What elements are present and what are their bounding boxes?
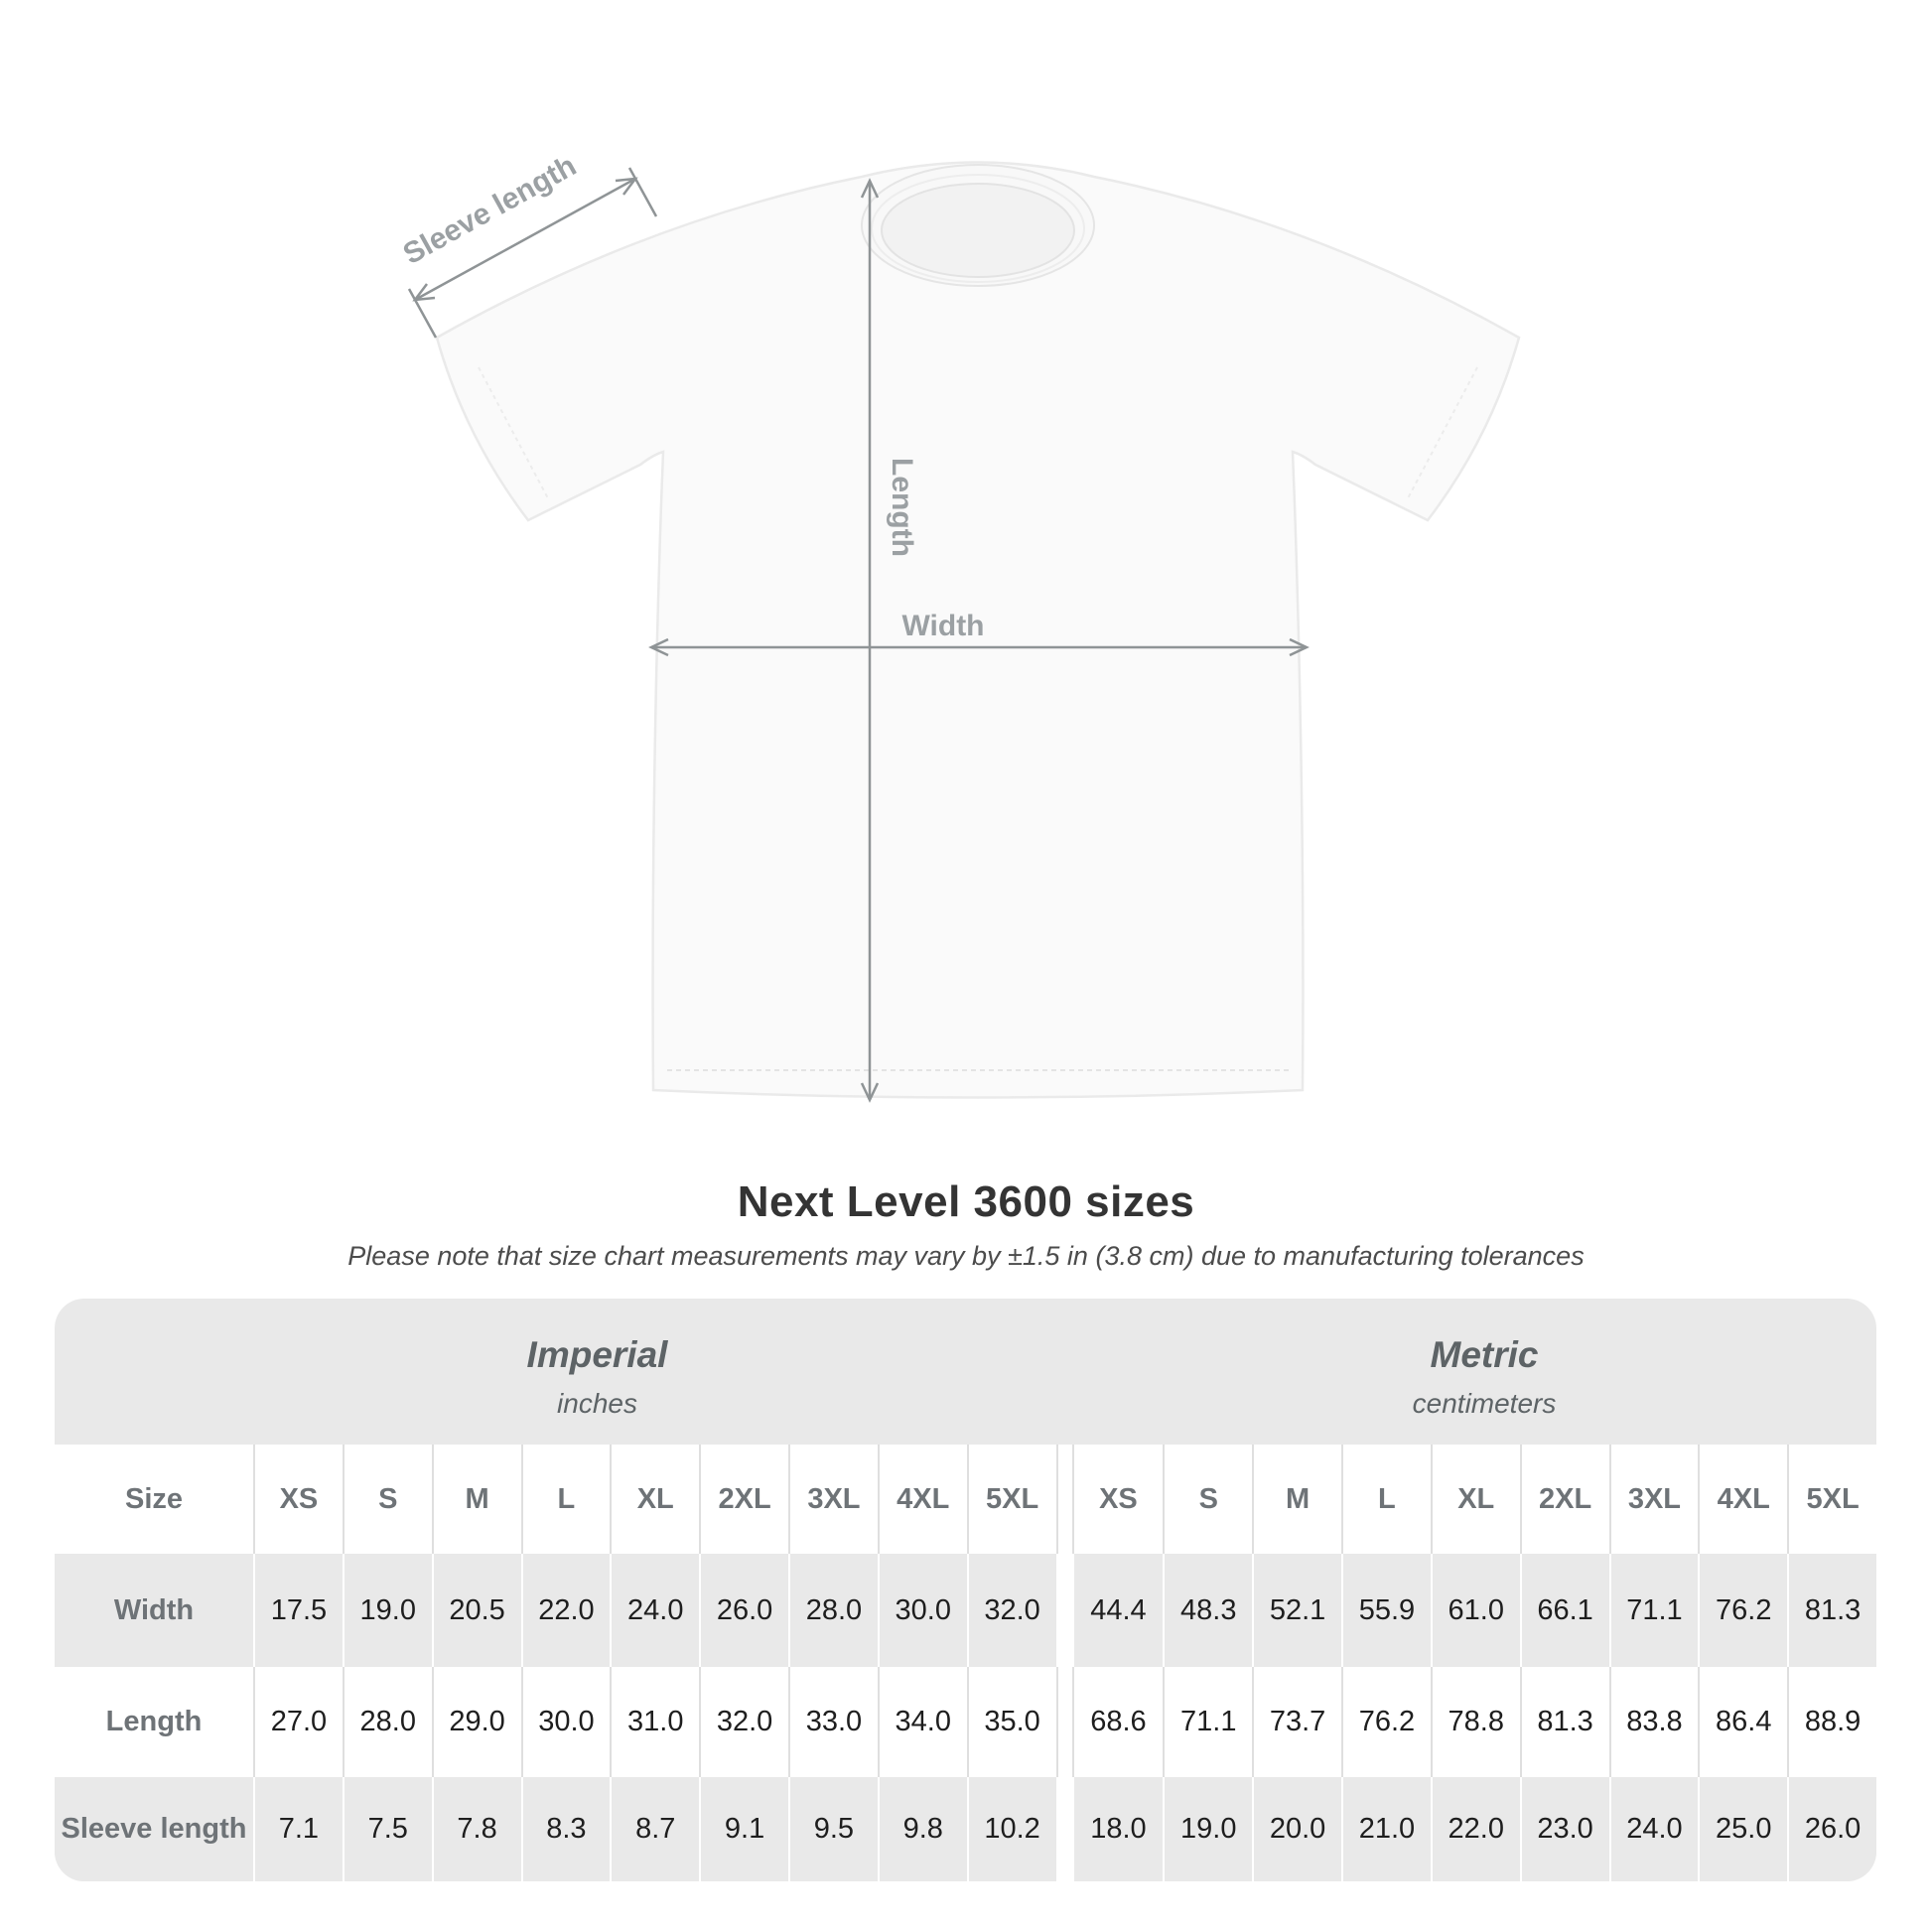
- size-table-rows: [55, 1445, 1876, 1881]
- table-cell: 86.4: [1698, 1667, 1787, 1777]
- table-cell: 44.4: [1090, 1593, 1147, 1626]
- size-col-header: M: [432, 1445, 521, 1554]
- table-cell: 20.5: [432, 1554, 521, 1667]
- table-cell: 22.0: [1431, 1777, 1520, 1881]
- size-col-header: 4XL: [878, 1445, 967, 1554]
- table-cell: 7.1: [253, 1777, 343, 1881]
- table-cell: 27.0: [253, 1667, 343, 1777]
- size-col-header: 3XL: [1609, 1445, 1699, 1554]
- sleeve-extension-tick-upper: [629, 168, 656, 216]
- tolerance-note: Please note that size chart measurements may vary by ±1.5 in (3.8 cm) due to manufacturing tolerances: [347, 1241, 1585, 1271]
- sleeve-length-label: Sleeve length: [397, 149, 582, 272]
- table-half-divider: [1056, 1554, 1074, 1667]
- table-half-divider: [1056, 1777, 1074, 1881]
- table-cell: 8.7: [610, 1777, 699, 1881]
- size-col-header: XS: [1099, 1482, 1138, 1515]
- size-col-header: 5XL: [967, 1445, 1056, 1554]
- size-column-label: Size: [124, 1482, 184, 1515]
- table-cell: 52.1: [1252, 1554, 1341, 1667]
- table-cell: 29.0: [432, 1667, 521, 1777]
- row-label: Width: [113, 1593, 195, 1626]
- table-half-divider: [1056, 1667, 1074, 1777]
- collar-opening: [882, 184, 1074, 277]
- table-cell: 7.8: [432, 1777, 521, 1881]
- table-cell: 24.0: [1609, 1777, 1699, 1881]
- table-cell: 31.0: [610, 1667, 699, 1777]
- width-label: Width: [901, 610, 985, 642]
- table-cell: 28.0: [788, 1554, 878, 1667]
- imperial-title: Imperial: [526, 1333, 668, 1375]
- size-col-header: 3XL: [788, 1445, 878, 1554]
- table-cell: 22.0: [521, 1554, 611, 1667]
- table-cell: 33.0: [788, 1667, 878, 1777]
- table-cell: 78.8: [1431, 1667, 1520, 1777]
- table-cell: 81.3: [1787, 1554, 1876, 1667]
- table-cell: 26.0: [699, 1554, 788, 1667]
- page-title: Next Level 3600 sizes: [737, 1177, 1195, 1226]
- size-col-header: 4XL: [1698, 1445, 1787, 1554]
- table-cell: 28.0: [343, 1667, 432, 1777]
- metric-unit: centimeters: [1412, 1387, 1557, 1419]
- table-cell: 10.2: [967, 1777, 1056, 1881]
- size-col-header: XS: [253, 1445, 343, 1554]
- table-cell: 68.6: [1090, 1706, 1147, 1737]
- size-col-header: S: [343, 1445, 432, 1554]
- table-header-row: [55, 1445, 1876, 1554]
- table-row: [55, 1554, 1876, 1667]
- size-col-header: S: [1163, 1445, 1252, 1554]
- table-cell: 76.2: [1698, 1554, 1787, 1667]
- table-cell: 88.9: [1787, 1667, 1876, 1777]
- table-cell: 32.0: [967, 1554, 1056, 1667]
- table-cell: 73.7: [1252, 1667, 1341, 1777]
- table-half-divider: [1056, 1445, 1074, 1554]
- size-col-header: XL: [1431, 1445, 1520, 1554]
- table-cell: 24.0: [610, 1554, 699, 1667]
- size-col-header: M: [1252, 1445, 1341, 1554]
- table-cell: 76.2: [1341, 1667, 1431, 1777]
- size-col-header: 2XL: [699, 1445, 788, 1554]
- size-col-header: 2XL: [1520, 1445, 1609, 1554]
- size-col-header: XL: [610, 1445, 699, 1554]
- table-cell: 71.1: [1163, 1667, 1252, 1777]
- size-col-header: L: [521, 1445, 611, 1554]
- table-cell: 26.0: [1787, 1777, 1876, 1881]
- metric-title: Metric: [1430, 1333, 1539, 1375]
- table-cell: 35.0: [967, 1667, 1056, 1777]
- table-cell: 19.0: [343, 1554, 432, 1667]
- table-cell: 55.9: [1341, 1554, 1431, 1667]
- table-cell: 48.3: [1163, 1554, 1252, 1667]
- table-cell: 25.0: [1698, 1777, 1787, 1881]
- size-col-header: 5XL: [1787, 1445, 1876, 1554]
- size-col-header: L: [1341, 1445, 1431, 1554]
- imperial-unit: inches: [557, 1387, 637, 1419]
- table-row: [55, 1667, 1876, 1777]
- table-cell: 9.5: [788, 1777, 878, 1881]
- table-cell: 61.0: [1431, 1554, 1520, 1667]
- table-cell: 19.0: [1163, 1777, 1252, 1881]
- size-table: [55, 1299, 1876, 1881]
- table-row: [55, 1777, 1876, 1881]
- table-cell: 81.3: [1520, 1667, 1609, 1777]
- table-cell: 20.0: [1252, 1777, 1341, 1881]
- table-cell: 7.5: [343, 1777, 432, 1881]
- length-label: Length: [886, 458, 918, 557]
- table-cell: 32.0: [699, 1667, 788, 1777]
- table-cell: 8.3: [521, 1777, 611, 1881]
- table-cell: 9.8: [878, 1777, 967, 1881]
- table-cell: 23.0: [1520, 1777, 1609, 1881]
- table-cell: 9.1: [699, 1777, 788, 1881]
- row-label: Length: [105, 1706, 203, 1737]
- table-cell: 83.8: [1609, 1667, 1699, 1777]
- table-cell: 21.0: [1341, 1777, 1431, 1881]
- imperial-header: [55, 1299, 1092, 1445]
- table-cell: 34.0: [878, 1667, 967, 1777]
- table-cell: 17.5: [253, 1554, 343, 1667]
- table-cell: 18.0: [1090, 1813, 1147, 1845]
- unit-header-row: [55, 1299, 1876, 1445]
- table-cell: 71.1: [1609, 1554, 1699, 1667]
- metric-header: [1092, 1299, 1876, 1445]
- table-cell: 66.1: [1520, 1554, 1609, 1667]
- table-cell: 30.0: [521, 1667, 611, 1777]
- table-cell: 30.0: [878, 1554, 967, 1667]
- row-label: Sleeve length: [61, 1813, 247, 1845]
